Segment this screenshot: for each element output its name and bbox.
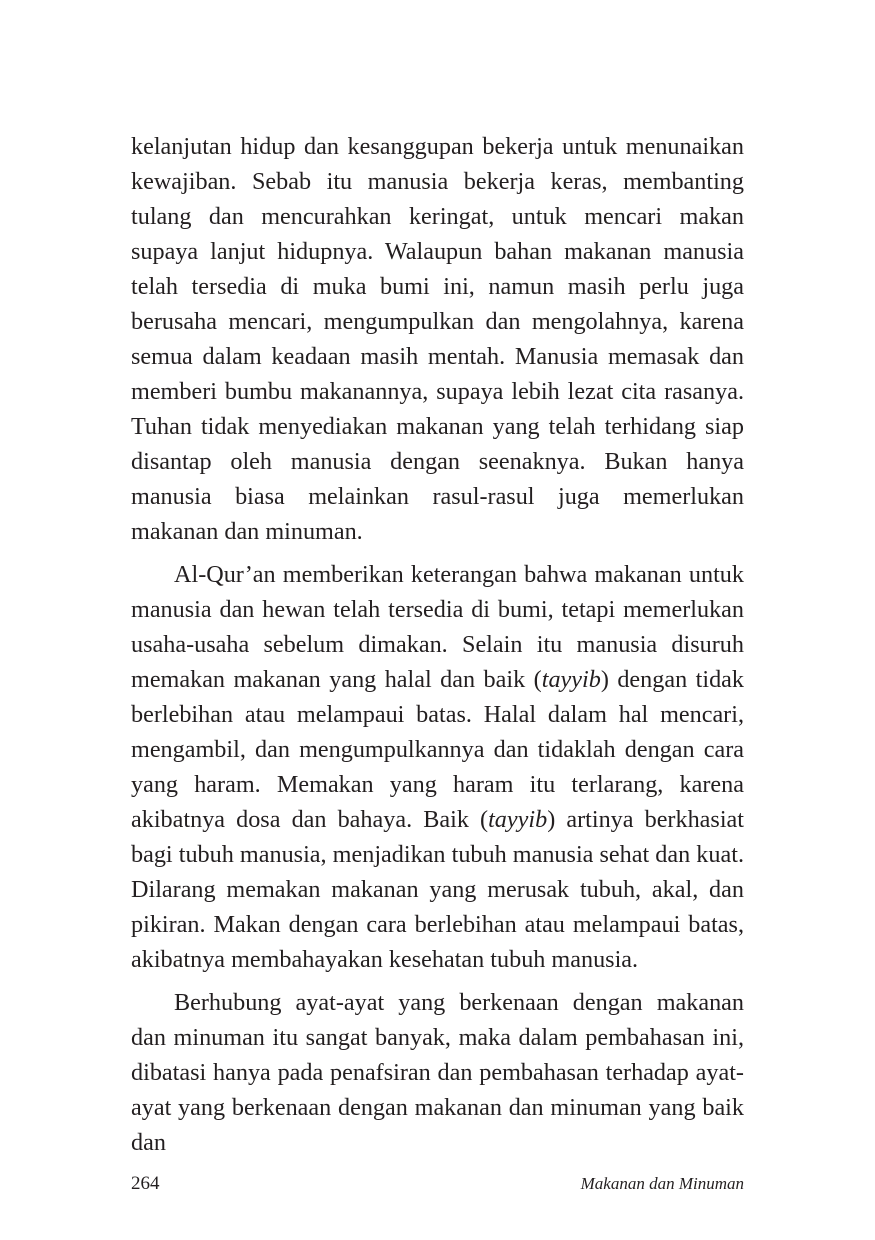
paragraph-2-text-a: Al-Qur’an memberikan keterangan bahwa makanan untuk manusia dan hewan telah tersedia di bumi, tetapi memerlukan usaha-usaha sebelum dimakan. Selain itu manusia disuruh memakan makanan yang halal dan baik ( [131,561,744,693]
paragraph-3 [131,985,744,1160]
term-tayyib: tayyib [488,806,548,833]
paragraph-1 [131,129,744,549]
paragraph-2-text-c: ) artinya berkhasiat bagi tubuh manusia, menjadikan tubuh manusia sehat dan kuat. Dilarang memakan makanan yang merusak tubuh, akal, dan pikiran. Makan dengan cara berlebihan atau melampaui batas, akibatnya membahayakan kesehatan tubuh manusia. [131,806,744,973]
term-tayyib: tayyib [541,666,601,693]
paragraph-2 [131,557,744,977]
body-text [131,129,744,1168]
running-title: Makanan dan Minuman [580,1174,744,1193]
paragraph-1-text: kelanjutan hidup dan kesanggupan bekerja untuk menunaikan kewajiban. Sebab itu manusia bekerja keras, membanting tulang dan mencurahkan keringat, untuk mencari makan supaya lanjut hidupnya. Walaupun bahan makanan manusia telah tersedia di muka bumi ini, namun masih perlu juga berusaha mencari, mengumpulkan dan mengolahnya, karena semua dalam keadaan masih mentah. Manusia memasak dan memberi bumbu makanannya, supaya lebih lezat cita rasanya. Tuhan tidak menyediakan makanan yang telah terhidang siap disantap oleh manusia dengan seenaknya. Bukan hanya manusia biasa melainkan rasul-rasul juga memerlukan makanan dan minuman. [131,133,744,545]
page-number: 264 [131,1173,160,1194]
paragraph-3-text: Berhubung ayat-ayat yang berkenaan dengan makanan dan minuman itu sangat banyak, maka dalam pembahasan ini, dibatasi hanya pada penafsiran dan pembahasan terhadap ayat-ayat yang berkenaan dengan makanan dan minuman yang baik dan [131,989,744,1156]
paragraph-2-text-b: ) dengan tidak berlebihan atau melampaui batas. Halal dalam hal mencari, mengambil, dan mengumpulkannya dan tidaklah dengan cara yang haram. Memakan yang haram itu terlarang, karena akibatnya dosa dan bahaya. Baik ( [131,666,745,833]
